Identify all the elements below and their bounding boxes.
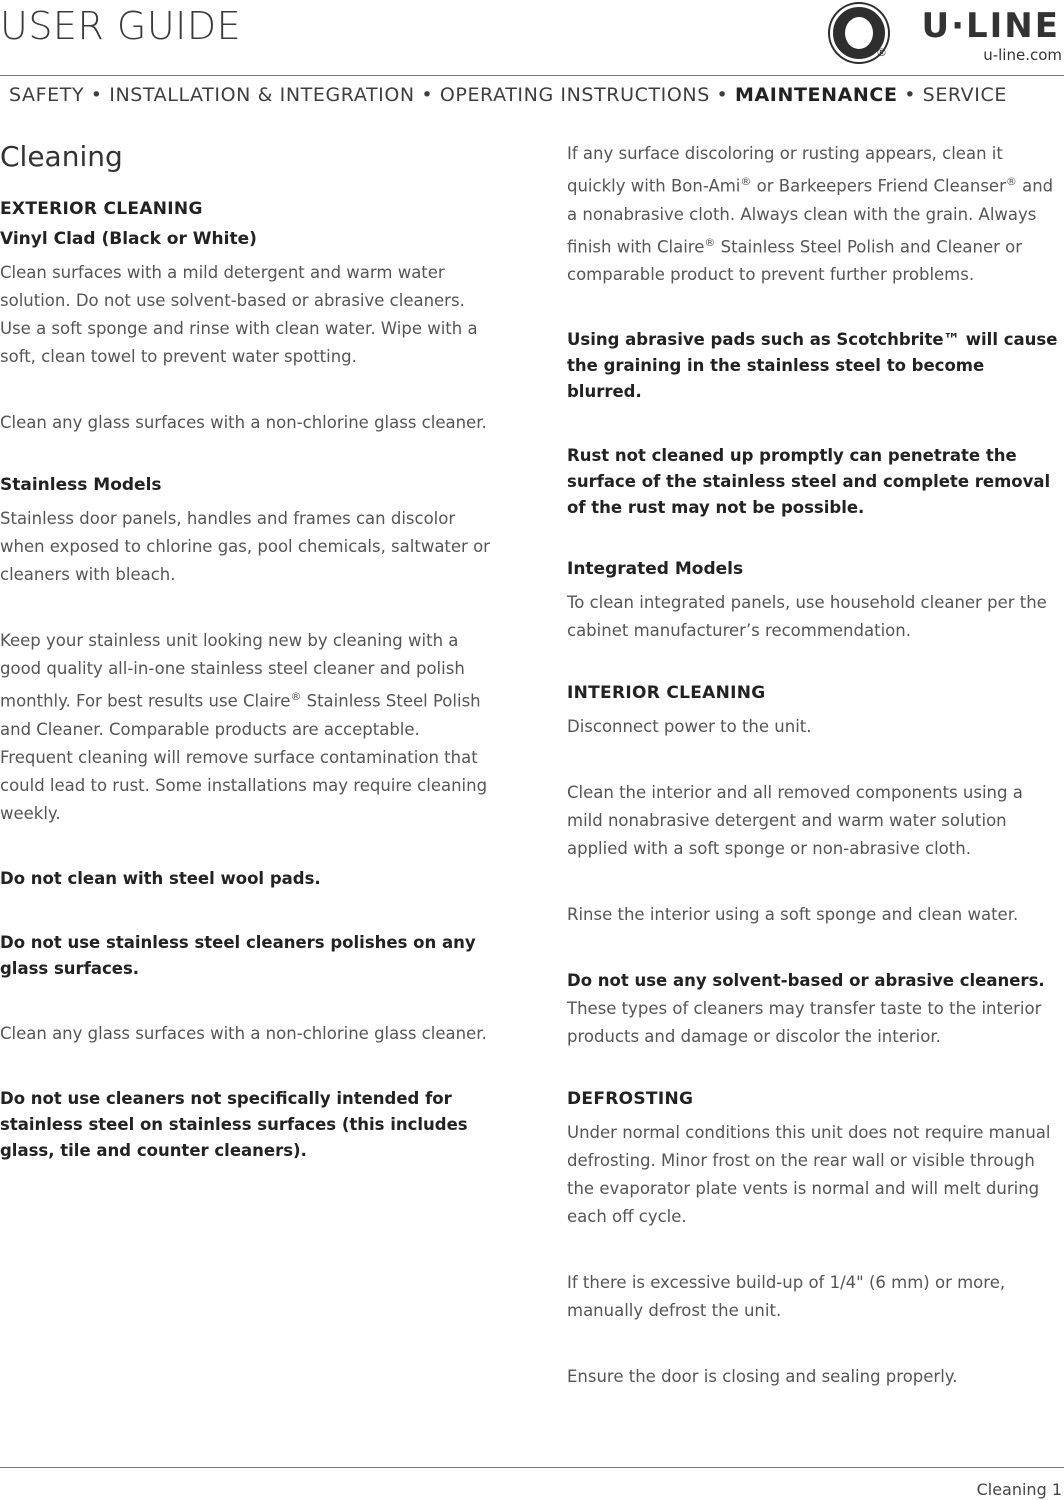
integrated-models-heading: Integrated Models bbox=[567, 559, 744, 579]
footer-divider bbox=[0, 1467, 1064, 1468]
nav-separator: • bbox=[904, 84, 917, 106]
stainless-models-heading: Stainless Models bbox=[0, 475, 162, 495]
nav-item-maintenance: MAINTENANCE bbox=[735, 84, 898, 106]
defrost-paragraph-3: Ensure the door is closing and sealing properly. bbox=[567, 1367, 958, 1386]
warning-cleaner-type: Do not use cleaners not specifically intended for stainless steel on stainless surfaces (this includes glass, tile and counter cleaners). bbox=[0, 1088, 468, 1160]
glass-paragraph: Clean any glass surfaces with a non-chlorine glass cleaner. bbox=[0, 413, 487, 432]
nav-item-service: SERVICE bbox=[922, 84, 1007, 106]
vinyl-clad-heading: Vinyl Clad (Black or White) bbox=[0, 229, 257, 249]
warning-abrasive-pads: Using abrasive pads such as Scotchbrite™ will cause the graining in the stainless steel to become blurred. bbox=[567, 330, 1058, 401]
defrost-paragraph-2: If there is excessive build-up of 1/4" (6 mm) or more, manually defrost the unit. bbox=[567, 1273, 1006, 1320]
nav-separator: • bbox=[421, 84, 434, 106]
disconnect-paragraph: Disconnect power to the unit. bbox=[567, 717, 812, 736]
exterior-cleaning-heading: EXTERIOR CLEANING bbox=[0, 199, 203, 219]
nav-item-installation: INSTALLATION & INTEGRATION bbox=[109, 84, 415, 106]
warning-steel-wool: Do not clean with steel wool pads. bbox=[0, 868, 321, 888]
left-column bbox=[0, 140, 495, 1202]
rinse-paragraph: Rinse the interior using a soft sponge and clean water. bbox=[567, 905, 1019, 924]
page-title: USER GUIDE bbox=[0, 4, 242, 48]
nav-separator: • bbox=[716, 84, 729, 106]
defrosting-heading: DEFROSTING bbox=[567, 1089, 694, 1109]
integrated-paragraph: To clean integrated panels, use household cleaner per the cabinet manufacturer’s recommendation. bbox=[567, 593, 1047, 640]
header-divider bbox=[0, 75, 1064, 76]
rust-paragraph: If any surface discoloring or rusting appears, clean it quickly with Bon-Ami® or Barkeepers Friend Cleanser® and a nonabrasive cloth. Always clean with the grain. Always finish with Claire® Stainless Steel Polish and Cleaner or comparable product to prevent further problems. bbox=[567, 144, 1054, 284]
page-number: Cleaning 1 bbox=[976, 1480, 1062, 1499]
warning-rust: Rust not cleaned up promptly can penetrate the surface of the stainless steel and complete removal of the rust may not be possible. bbox=[567, 446, 1051, 517]
section-heading: Cleaning bbox=[0, 140, 123, 173]
interior-warning-paragraph: Do not use any solvent-based or abrasive cleaners. These types of cleaners may transfer taste to the interior products and damage or discolor the interior. bbox=[567, 971, 1045, 1046]
brand-wordmark: U·LINE bbox=[921, 6, 1060, 46]
nav-separator: • bbox=[90, 84, 103, 106]
right-column bbox=[567, 140, 1062, 1429]
section-nav bbox=[9, 84, 1007, 106]
brand-url: u-line.com bbox=[983, 46, 1062, 64]
glass-paragraph-2: Clean any glass surfaces with a non-chlorine glass cleaner. bbox=[0, 1023, 487, 1043]
stainless-care-paragraph: Keep your stainless unit looking new by cleaning with a good quality all-in-one stainless steel cleaner and polish monthly. For best results use Claire® Stainless Steel Polish and Cleaner. Comparable products are acceptable. Frequent cleaning will remove surface contamination that could lead to rust. Some installations may require cleaning weekly. bbox=[0, 631, 488, 823]
brand-logo bbox=[824, 4, 1064, 66]
registered-mark: ® bbox=[876, 46, 887, 59]
interior-cleaning-heading: INTERIOR CLEANING bbox=[567, 683, 766, 703]
defrost-paragraph-1: Under normal conditions this unit does not require manual defrosting. Minor frost on the rear wall or visible through the evaporator plate vents is normal and will melt during each off cycle. bbox=[567, 1123, 1051, 1226]
nav-item-operating: OPERATING INSTRUCTIONS bbox=[439, 84, 710, 106]
interior-clean-paragraph: Clean the interior and all removed components using a mild nonabrasive detergent and warm water solution applied with a soft sponge or non-abrasive cloth. bbox=[567, 783, 1023, 858]
warning-glass-polish: Do not use stainless steel cleaners polishes on any glass surfaces. bbox=[0, 932, 476, 978]
stainless-discolor-paragraph: Stainless door panels, handles and frames can discolor when exposed to chlorine gas, pool chemicals, saltwater or cleaners with bleach. bbox=[0, 509, 490, 584]
vinyl-paragraph: Clean surfaces with a mild detergent and warm water solution. Do not use solvent-based or abrasive cleaners. Use a soft sponge and rinse with clean water. Wipe with a soft, clean towel to prevent water spotting. bbox=[0, 263, 478, 366]
nav-item-safety: SAFETY bbox=[9, 84, 85, 106]
